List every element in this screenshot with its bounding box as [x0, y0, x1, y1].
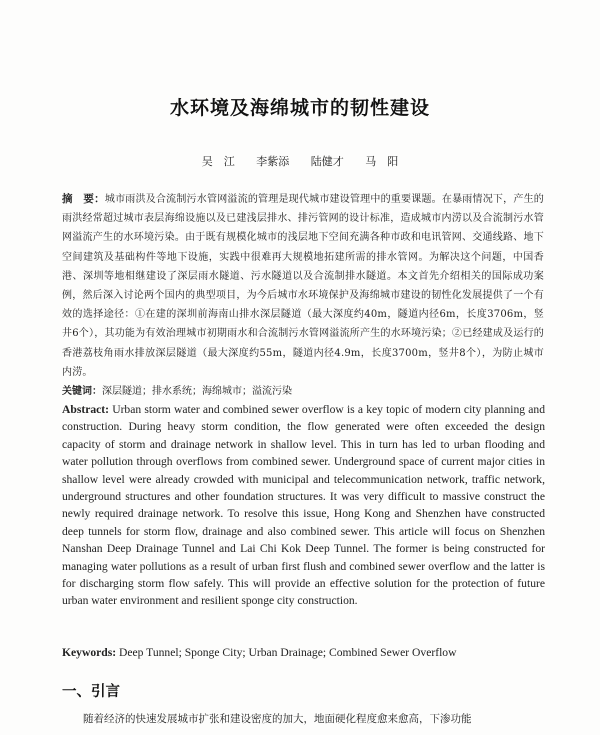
- author-list: [0, 153, 600, 169]
- abstract-chinese: [62, 190, 544, 382]
- keywords-english: [62, 646, 545, 659]
- paper-title: 水环境及海绵城市的韧性建设: [169, 97, 430, 119]
- keywords-chinese-text: 深层隧道；排水系统；海绵城市；溢流污染: [102, 386, 292, 397]
- author-name: 陆健才: [310, 155, 344, 168]
- abstract-chinese-text: 城市雨洪及合流制污水管网溢流的管理是现代城市建设管理中的重要课题。在暴雨情况下，产生的雨洪经常超过城市表层海绵设施以及已建浅层排水、排污管网的设计标准，造成城市内涝以及合流制污水管网溢流产生的水环境污染。由于既有规模化城市的浅层地下空间充满各种市政和电讯管网、交通线路、地下空间建筑及基础构件等地下设施，实践中很难再大规模地拓建所需的排水管网。为解决这个问题，中国香港、深圳等地相继建设了深层雨水隧道、污水隧道以及合流制排水隧道。本文首先介绍相关的国际成功案例，然后深入讨论两个国内的典型项目，为今后城市水环境保护及海绵城市建设的韧性化发展提供了一个有效的选择途径：①在建的深圳前海南山排水深层隧道（最大深度约40m，隧道内径6m，长度3706m，竖井6个），其功能为有效治理城市初期雨水和合流制污水管网溢流所产生的水环境污染；②已经建成及运行的香港荔枝角雨水排放深层隧道（最大深度约55m，隧道内径4.9m，长度3700m，竖井8个），为防止城市内涝。: [62, 194, 544, 378]
- author-name: 吴 江: [201, 155, 235, 168]
- section-heading-introduction: 一、引言: [62, 684, 120, 700]
- abstract-english-label: Abstract:: [62, 403, 110, 416]
- keywords-english-text: Deep Tunnel; Sponge City; Urban Drainage; Combined Sewer Overflow: [119, 646, 457, 659]
- author-name: 马 阳: [365, 155, 399, 168]
- body-paragraph: 随着经济的快速发展城市扩张和建设密度的加大，地面硬化程度愈来愈高，下渗功能: [83, 713, 472, 725]
- keywords-english-label: Keywords:: [62, 646, 117, 659]
- author-name: 李紫添: [256, 155, 290, 168]
- keywords-chinese-label: 关键词：: [62, 386, 102, 397]
- abstract-english: [62, 401, 545, 610]
- abstract-english-text: Urban storm water and combined sewer overflow is a key topic of modern city planning and construction. During heavy storm condition, the flow generated were often exceeded the design capacity of storm and drainage network in shallow level. This in turn has led to urban flooding and water pollution through overflows from combined sewer. Underground space of current major cities in shallow level were already crowded with municipal and telecommunication network, traffic network, underground structures and other foundation structures. It was very difficult to massive construct the newly required drainage network. To resolve this issue, Hong Kong and Shenzhen have constructed deep tunnels for storm flow, drainage and also combined sewer. This article will focus on Shenzhen Nanshan Deep Drainage Tunnel and Lai Chi Kok Deep Tunnel. The former is being constructed for managing water pollutions as a result of urban first flush and combined sewer overflow and the latter is for discharging storm flow safely. This will provide an effective solution for the protection of future urban water environment and resilient sponge city construction.: [62, 403, 545, 608]
- abstract-chinese-label: 摘 要：: [62, 193, 105, 205]
- keywords-chinese: [62, 382, 544, 397]
